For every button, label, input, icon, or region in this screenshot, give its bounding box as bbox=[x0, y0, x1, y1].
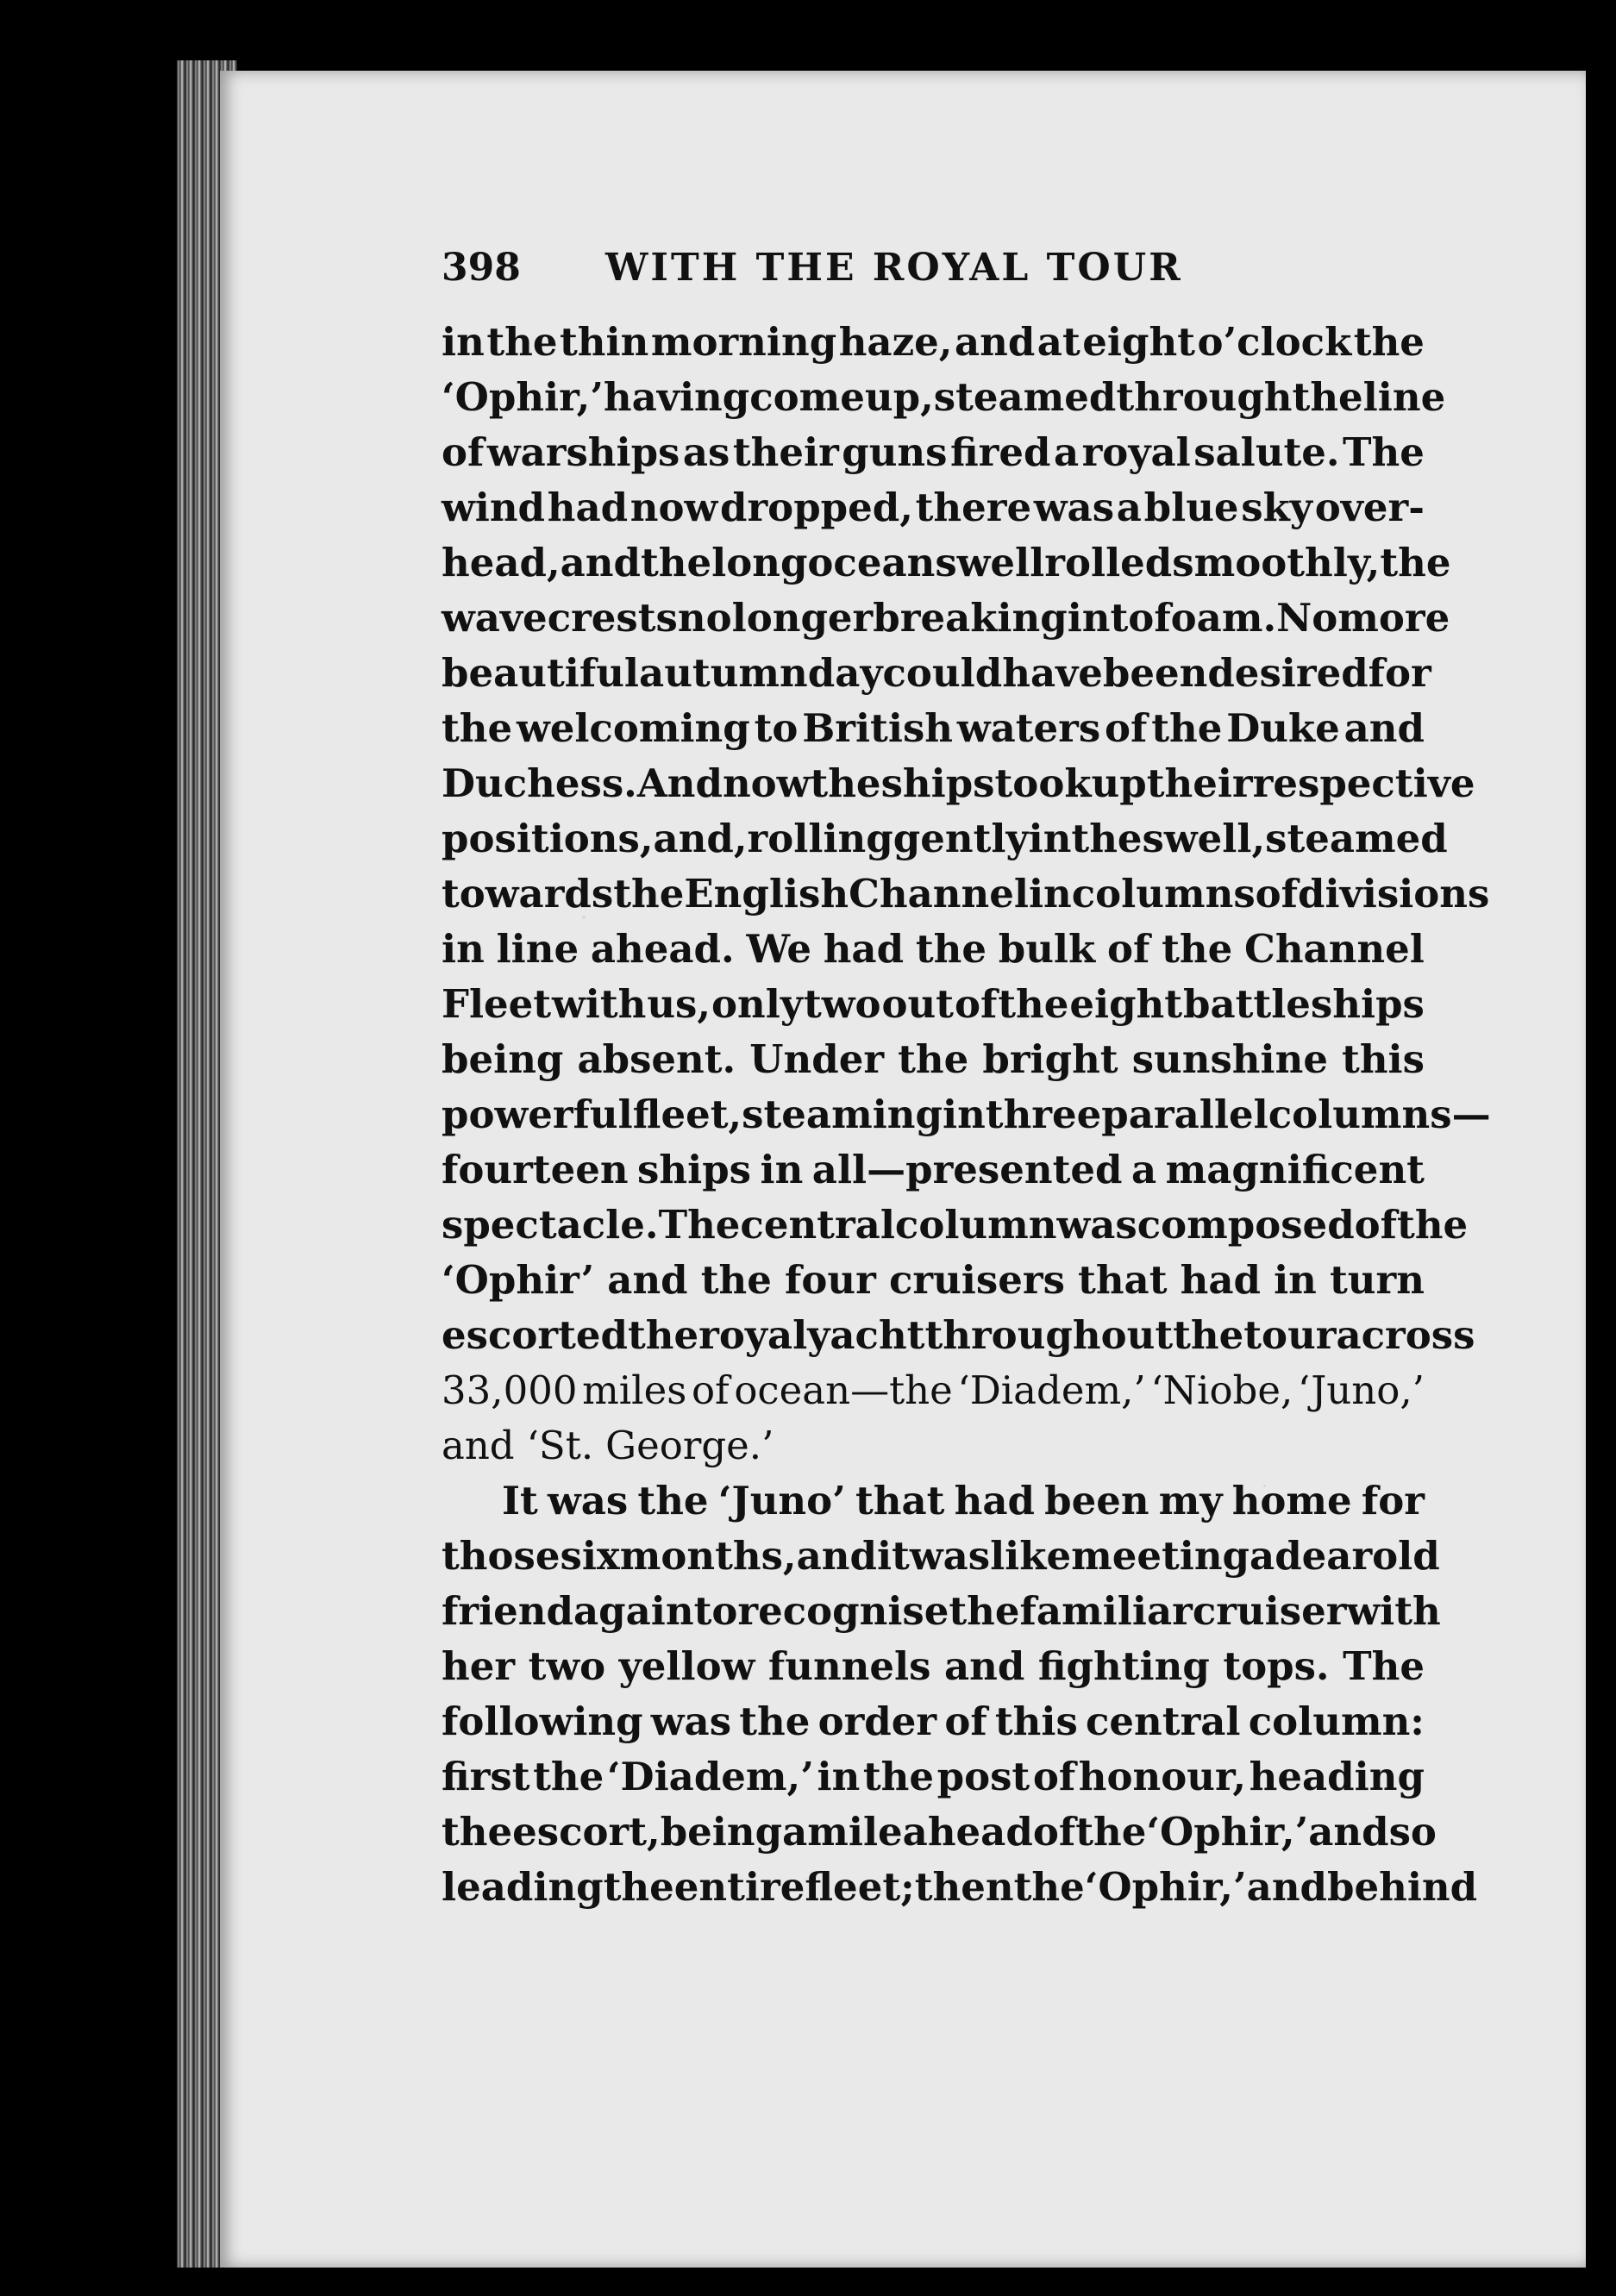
word: the bbox=[1071, 816, 1143, 861]
word: into bbox=[1067, 595, 1155, 641]
word: welcoming bbox=[516, 705, 750, 751]
word: those bbox=[442, 1533, 561, 1579]
word: six bbox=[560, 1533, 620, 1579]
word: sunshine bbox=[1131, 1036, 1328, 1082]
word: being bbox=[660, 1809, 783, 1855]
word: the bbox=[533, 1754, 604, 1799]
word: tour bbox=[1243, 1312, 1337, 1358]
text-line bbox=[442, 1363, 1425, 1418]
word: like bbox=[990, 1533, 1072, 1579]
word: could bbox=[882, 650, 1003, 696]
word: my bbox=[1158, 1478, 1223, 1523]
word: wind bbox=[442, 485, 546, 530]
word: foam. bbox=[1154, 595, 1277, 641]
word: rolled bbox=[1044, 540, 1173, 585]
word: magnificent bbox=[1165, 1147, 1425, 1192]
word: the bbox=[1013, 1864, 1085, 1910]
word: bright bbox=[982, 1036, 1118, 1082]
word: the bbox=[739, 1699, 811, 1744]
text-line bbox=[442, 811, 1448, 866]
word: sky bbox=[1241, 485, 1312, 530]
word: was bbox=[1033, 485, 1115, 530]
paragraph-1 bbox=[442, 315, 1491, 1473]
word: ocean—the bbox=[734, 1367, 953, 1413]
word: ahead. bbox=[590, 926, 735, 972]
word: to bbox=[754, 705, 799, 751]
word: following bbox=[442, 1699, 643, 1744]
word: of bbox=[1255, 871, 1299, 917]
word: yacht bbox=[807, 1312, 925, 1358]
word: Duke bbox=[1226, 705, 1340, 751]
text-line bbox=[442, 1032, 1425, 1087]
word: ‘Diadem,’ bbox=[606, 1754, 814, 1799]
word: eight bbox=[1082, 319, 1195, 365]
word: to bbox=[693, 1588, 738, 1634]
word: of bbox=[944, 1699, 987, 1744]
word: the bbox=[1173, 1312, 1244, 1358]
word: Channel bbox=[849, 871, 1029, 917]
word: blue bbox=[1143, 485, 1239, 530]
word: waters bbox=[956, 705, 1101, 751]
word: turn bbox=[1330, 1257, 1425, 1303]
word: up, bbox=[864, 374, 934, 420]
word: cruisers bbox=[888, 1257, 1065, 1303]
word: head, bbox=[442, 540, 561, 585]
text-line bbox=[442, 535, 1451, 591]
word: cruiser bbox=[1192, 1588, 1347, 1634]
word: the bbox=[810, 760, 881, 806]
word: columns bbox=[1071, 871, 1256, 917]
word: this bbox=[1342, 1036, 1425, 1082]
word: longer bbox=[731, 595, 874, 641]
word: columns— bbox=[1268, 1092, 1491, 1137]
word: it bbox=[876, 1533, 910, 1579]
word: was bbox=[650, 1699, 732, 1744]
word: fighting bbox=[1037, 1643, 1210, 1689]
word: and bbox=[560, 540, 641, 585]
word: their bbox=[1146, 760, 1253, 806]
word: had bbox=[1180, 1257, 1261, 1303]
text-line bbox=[442, 1087, 1491, 1142]
word: rolling bbox=[747, 816, 893, 861]
word: royal bbox=[698, 1312, 808, 1358]
word: divisions bbox=[1298, 871, 1490, 917]
word: crests bbox=[547, 595, 678, 641]
word: ‘Ophir’ bbox=[442, 1257, 595, 1303]
word: mile bbox=[807, 1809, 903, 1855]
word: composed bbox=[1137, 1202, 1355, 1248]
word: a bbox=[782, 1809, 808, 1855]
word: two bbox=[528, 1643, 606, 1689]
running-head bbox=[442, 246, 1425, 315]
word: their bbox=[732, 429, 839, 475]
text-line bbox=[442, 1749, 1425, 1805]
word: smoothly, bbox=[1172, 540, 1381, 585]
word: We bbox=[746, 926, 811, 972]
text-line bbox=[442, 1253, 1425, 1308]
text-line bbox=[442, 1584, 1441, 1639]
word: and bbox=[607, 1257, 688, 1303]
word: ahead bbox=[902, 1809, 1033, 1855]
text-line bbox=[442, 1805, 1437, 1860]
page-text bbox=[442, 246, 1491, 1915]
word: through bbox=[1116, 374, 1293, 420]
word: respective bbox=[1252, 760, 1475, 806]
word: friend bbox=[442, 1588, 573, 1634]
word: had bbox=[823, 926, 905, 972]
word: and bbox=[1246, 1864, 1327, 1910]
word: the bbox=[898, 1036, 969, 1082]
word: guns bbox=[842, 429, 948, 475]
text-line bbox=[442, 1529, 1440, 1584]
word: was bbox=[548, 1478, 629, 1523]
word: so bbox=[1388, 1809, 1437, 1855]
word: behind bbox=[1327, 1864, 1478, 1910]
word: Fleet bbox=[442, 981, 552, 1027]
word: the bbox=[1380, 540, 1451, 585]
word: up bbox=[1091, 760, 1147, 806]
word: months, bbox=[619, 1533, 797, 1579]
word: the bbox=[998, 981, 1069, 1027]
word: the bbox=[1151, 705, 1223, 751]
word: across bbox=[1336, 1312, 1475, 1358]
text-line bbox=[442, 1142, 1425, 1198]
word: parallel bbox=[1101, 1092, 1268, 1137]
word: and, bbox=[653, 816, 748, 861]
word: English bbox=[684, 871, 849, 917]
word: the bbox=[1397, 1202, 1469, 1248]
text-line bbox=[442, 701, 1425, 756]
word: ‘Juno,’ bbox=[1297, 1367, 1425, 1413]
word: at bbox=[1037, 319, 1080, 365]
word: funnels bbox=[767, 1643, 931, 1689]
word: in bbox=[760, 1147, 804, 1192]
word: o’clock bbox=[1197, 319, 1352, 365]
word: autumn bbox=[639, 650, 808, 696]
word: been bbox=[1044, 1478, 1149, 1523]
word: heading bbox=[1249, 1754, 1425, 1799]
word: first bbox=[442, 1754, 530, 1799]
word: yellow bbox=[618, 1643, 755, 1689]
word: the bbox=[603, 1864, 674, 1910]
word: took bbox=[994, 760, 1092, 806]
word: towards bbox=[442, 871, 614, 917]
word: of bbox=[1105, 705, 1148, 751]
word: this bbox=[994, 1699, 1078, 1744]
word: in bbox=[1274, 1257, 1317, 1303]
word: was bbox=[1056, 1202, 1137, 1248]
word: and bbox=[442, 1423, 515, 1468]
word: a bbox=[1053, 429, 1080, 475]
word: steamed bbox=[1265, 816, 1448, 861]
word: warships bbox=[486, 429, 680, 475]
word: dear bbox=[1275, 1533, 1373, 1579]
word: battleships bbox=[1183, 981, 1425, 1027]
text-line bbox=[442, 591, 1450, 646]
word: ‘Ophir,’ bbox=[1084, 1864, 1247, 1910]
word: It bbox=[502, 1478, 538, 1523]
word: positions, bbox=[442, 816, 654, 861]
word: ‘Juno’ bbox=[717, 1478, 846, 1523]
word: the bbox=[949, 1588, 1020, 1634]
word: three bbox=[985, 1092, 1102, 1137]
word: come bbox=[749, 374, 865, 420]
word: ‘Ophir,’ bbox=[442, 374, 604, 420]
word: central bbox=[1086, 1699, 1241, 1744]
text-line bbox=[442, 1694, 1425, 1749]
word: in bbox=[442, 926, 485, 972]
word: wave bbox=[442, 595, 548, 641]
word: the bbox=[627, 1312, 699, 1358]
word: over- bbox=[1314, 485, 1425, 530]
word: day bbox=[807, 650, 883, 696]
word: post bbox=[936, 1754, 1030, 1799]
word: us, bbox=[647, 981, 711, 1027]
word: the bbox=[915, 926, 987, 972]
word: the bbox=[637, 1478, 709, 1523]
word: was bbox=[909, 1533, 991, 1579]
text-line bbox=[442, 922, 1425, 977]
word: having bbox=[603, 374, 750, 420]
text-line bbox=[442, 1639, 1425, 1694]
word: had bbox=[547, 485, 629, 530]
word: The bbox=[1343, 1643, 1425, 1689]
word: the bbox=[442, 1809, 513, 1855]
word: there bbox=[915, 485, 1032, 530]
text-line bbox=[442, 425, 1425, 480]
word: 33,000 bbox=[442, 1367, 578, 1413]
text-line bbox=[442, 1418, 1425, 1473]
word: more bbox=[1337, 595, 1450, 641]
word: home bbox=[1231, 1478, 1352, 1523]
word: morning bbox=[650, 319, 837, 365]
word: now bbox=[722, 760, 811, 806]
word: then bbox=[914, 1864, 1014, 1910]
running-title: WITH THE ROYAL TOUR bbox=[605, 246, 1183, 290]
word: line bbox=[1362, 374, 1446, 420]
word: of bbox=[1354, 1202, 1398, 1248]
word: swell bbox=[935, 540, 1045, 585]
word: desired bbox=[1207, 650, 1369, 696]
word: for bbox=[1361, 1478, 1425, 1523]
word: fourteen bbox=[442, 1147, 629, 1192]
word: fleet, bbox=[632, 1092, 742, 1137]
word: line bbox=[496, 926, 579, 972]
word: the bbox=[1162, 926, 1233, 972]
word: ‘St. bbox=[526, 1423, 594, 1468]
word: in bbox=[942, 1092, 986, 1137]
word: the bbox=[1292, 374, 1363, 420]
word: ‘Diadem,’ bbox=[957, 1367, 1146, 1413]
word: and bbox=[954, 319, 1036, 365]
word: absent. bbox=[577, 1036, 736, 1082]
word: salute. bbox=[1193, 429, 1340, 475]
word: old bbox=[1372, 1533, 1440, 1579]
word: again bbox=[573, 1588, 694, 1634]
word: a bbox=[1131, 1147, 1157, 1192]
word: the bbox=[1353, 319, 1425, 365]
word: a bbox=[1250, 1533, 1275, 1579]
word: ships bbox=[637, 1147, 751, 1192]
word: only bbox=[711, 981, 803, 1027]
word: central bbox=[740, 1202, 895, 1248]
word: in bbox=[1028, 816, 1072, 861]
word: powerful bbox=[442, 1092, 633, 1137]
word: of bbox=[954, 981, 998, 1027]
word: now bbox=[629, 485, 718, 530]
word: have bbox=[1002, 650, 1103, 696]
word: Duchess. bbox=[442, 760, 637, 806]
word: of bbox=[1032, 1754, 1076, 1799]
word: eight bbox=[1069, 981, 1183, 1027]
word: and bbox=[796, 1533, 877, 1579]
word: and bbox=[1308, 1809, 1389, 1855]
word: the bbox=[862, 1754, 935, 1799]
word: the bbox=[1075, 1809, 1147, 1855]
word: column: bbox=[1248, 1699, 1425, 1744]
word: of bbox=[442, 429, 485, 475]
word: British bbox=[802, 705, 953, 751]
word: ‘Niobe, bbox=[1150, 1367, 1293, 1413]
word: and bbox=[1344, 705, 1425, 751]
word: And bbox=[636, 760, 723, 806]
word: that bbox=[1078, 1257, 1168, 1303]
text-line bbox=[442, 1308, 1475, 1363]
word: steamed bbox=[933, 374, 1117, 420]
word: haze, bbox=[838, 319, 953, 365]
word: with bbox=[552, 981, 647, 1027]
word: royal bbox=[1081, 429, 1191, 475]
text-line bbox=[442, 756, 1475, 811]
word: ocean bbox=[807, 540, 936, 585]
word: had bbox=[954, 1478, 1035, 1523]
word: breaking bbox=[873, 595, 1068, 641]
word: George.’ bbox=[605, 1423, 774, 1468]
text-line bbox=[442, 866, 1490, 922]
word: fired bbox=[949, 429, 1051, 475]
text-line bbox=[442, 1473, 1425, 1529]
word: as bbox=[682, 429, 730, 475]
text-line bbox=[442, 1860, 1478, 1915]
word: throughout bbox=[924, 1312, 1174, 1358]
word: beautiful bbox=[442, 650, 640, 696]
word: her bbox=[442, 1643, 516, 1689]
page-number: 398 bbox=[442, 246, 521, 290]
word: of bbox=[1106, 926, 1150, 972]
word: No bbox=[1276, 595, 1338, 641]
word: escorted bbox=[442, 1312, 628, 1358]
word: Under bbox=[749, 1036, 885, 1082]
word: ships bbox=[880, 760, 995, 806]
word: The bbox=[658, 1202, 741, 1248]
word: gently bbox=[893, 816, 1029, 861]
word: the bbox=[640, 540, 712, 585]
word: order bbox=[817, 1699, 937, 1744]
text-line bbox=[442, 1198, 1469, 1253]
word: dropped, bbox=[720, 485, 913, 530]
word: no bbox=[677, 595, 732, 641]
word: the bbox=[442, 705, 513, 751]
word: in bbox=[442, 319, 485, 365]
word: being bbox=[442, 1036, 564, 1082]
word: a bbox=[1116, 485, 1142, 530]
word: recognise bbox=[737, 1588, 949, 1634]
word: thin bbox=[559, 319, 649, 365]
word: and bbox=[943, 1643, 1025, 1689]
word: two bbox=[803, 981, 881, 1027]
word: familiar bbox=[1019, 1588, 1193, 1634]
word: of bbox=[691, 1367, 730, 1413]
word: escort, bbox=[512, 1809, 661, 1855]
word: leading bbox=[442, 1864, 604, 1910]
word: entire bbox=[673, 1864, 805, 1910]
text-line bbox=[442, 315, 1425, 370]
word: all—presented bbox=[811, 1147, 1123, 1192]
word: miles bbox=[582, 1367, 687, 1413]
word: of bbox=[1032, 1809, 1076, 1855]
word: in bbox=[1028, 871, 1072, 917]
word: long bbox=[711, 540, 808, 585]
word: swell, bbox=[1142, 816, 1266, 861]
word: out bbox=[881, 981, 954, 1027]
word: been bbox=[1102, 650, 1208, 696]
word: the bbox=[613, 871, 685, 917]
word: ‘Ophir,’ bbox=[1146, 1809, 1309, 1855]
word: in bbox=[817, 1754, 861, 1799]
word: The bbox=[1343, 429, 1425, 475]
word: steaming bbox=[742, 1092, 943, 1137]
word: four bbox=[785, 1257, 876, 1303]
word: for bbox=[1368, 650, 1431, 696]
word: spectacle. bbox=[442, 1202, 659, 1248]
word: fleet; bbox=[805, 1864, 915, 1910]
word: honour, bbox=[1078, 1754, 1247, 1799]
word: the bbox=[700, 1257, 772, 1303]
word: that bbox=[855, 1478, 945, 1523]
word: meeting bbox=[1071, 1533, 1250, 1579]
word: Channel bbox=[1244, 926, 1425, 972]
word: the bbox=[486, 319, 558, 365]
word: with bbox=[1346, 1588, 1441, 1634]
text-line bbox=[442, 646, 1431, 701]
paragraph-2 bbox=[442, 1473, 1478, 1915]
text-line bbox=[442, 370, 1446, 425]
word: bulk bbox=[998, 926, 1096, 972]
word: column bbox=[894, 1202, 1057, 1248]
text-line bbox=[442, 480, 1425, 535]
text-line bbox=[442, 977, 1425, 1032]
word: tops. bbox=[1223, 1643, 1330, 1689]
